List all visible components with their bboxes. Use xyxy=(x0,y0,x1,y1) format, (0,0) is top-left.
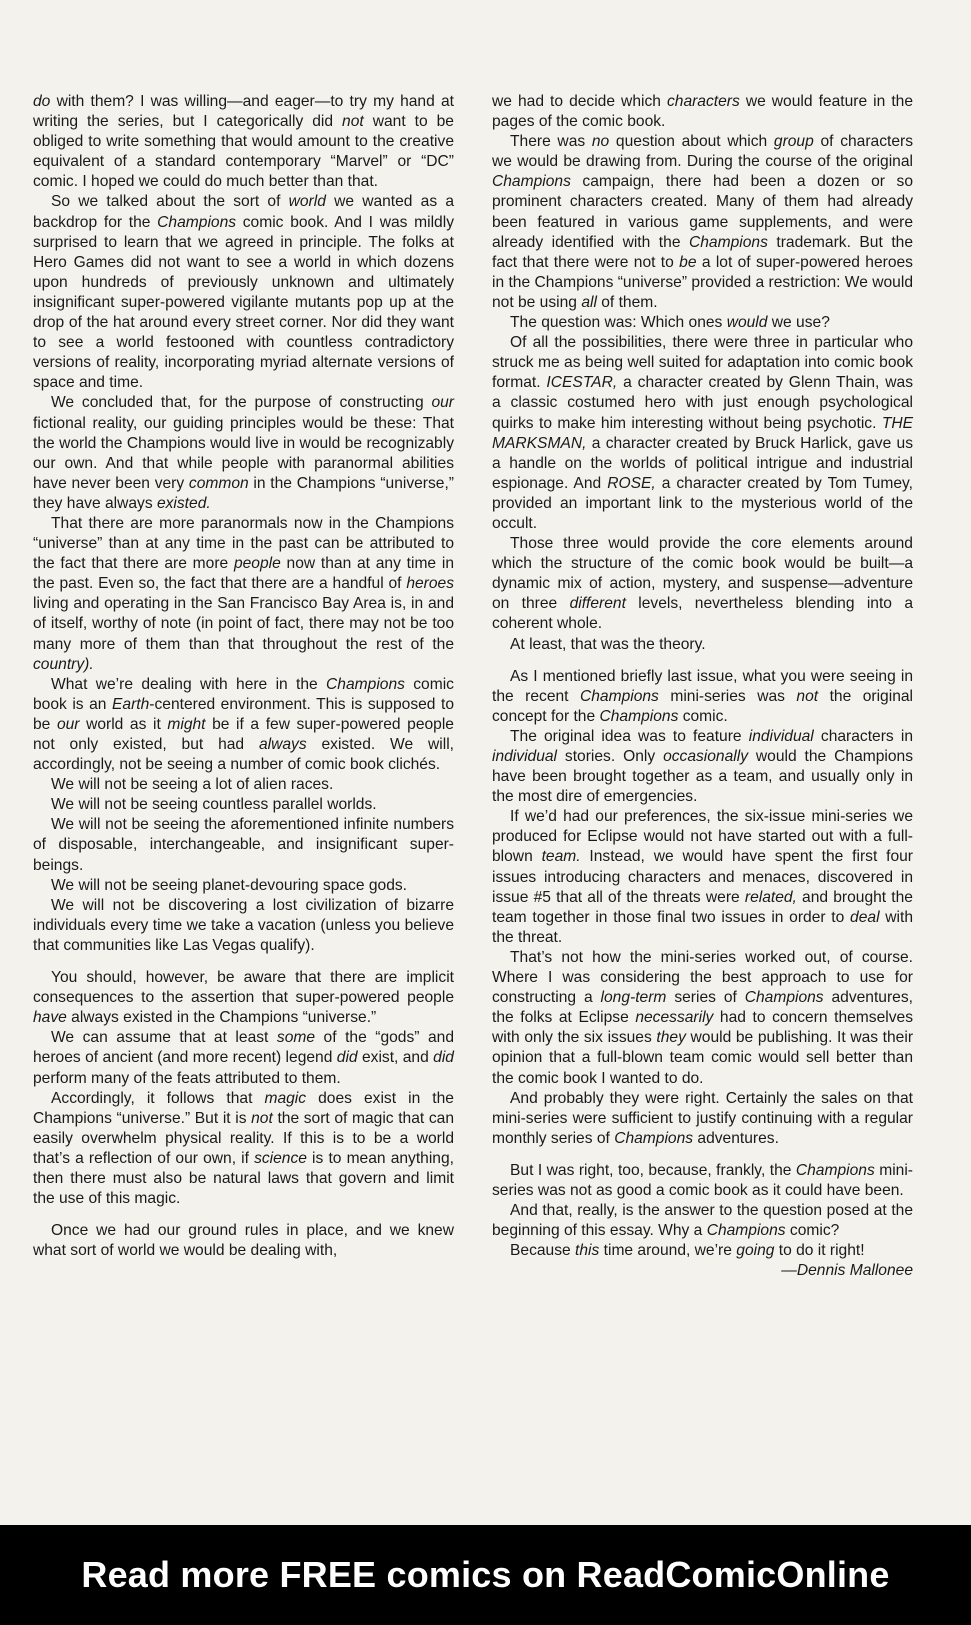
essay-paragraph xyxy=(492,1089,913,1149)
body-text: And probably they were right. Certainly the sales on that mini-series were sufficient to justify continuing with a regular monthly series of xyxy=(492,1089,913,1147)
emphasis-text: have xyxy=(33,1009,67,1027)
emphasis-text: would xyxy=(726,314,768,332)
body-text: The question was: Which ones xyxy=(510,314,727,332)
emphasis-text: our xyxy=(431,394,454,412)
body-text: a lot of super-powered heroes in the Champions “universe” provided a restriction: We would not be using xyxy=(492,253,913,311)
author-signature: —Dennis Mallonee xyxy=(781,1262,913,1280)
body-text: now than at any time in the past. Even so, the fact that there are a handful of xyxy=(33,555,454,593)
emphasis-text: science xyxy=(254,1149,307,1167)
body-text: We will not be seeing planet-devouring space gods. xyxy=(51,876,407,894)
body-text: we had to decide which xyxy=(492,93,667,110)
body-text: the original concept for the xyxy=(492,687,914,725)
emphasis-text: country). xyxy=(33,655,94,673)
body-text: The original idea was to feature xyxy=(510,727,749,745)
emphasis-text: did xyxy=(433,1049,454,1067)
body-text: is to mean anything, then there must also be natural laws that govern and limit the use of this magic. xyxy=(33,1149,454,1208)
emphasis-text: common xyxy=(188,474,249,492)
body-text: a character created by Bruck Harlick, gave us a handle on the worlds of political intrigue and industrial espionage. And xyxy=(492,434,913,492)
essay-paragraph xyxy=(492,948,913,1089)
emphasis-text: Champions xyxy=(795,1161,875,1179)
essay-paragraph xyxy=(33,876,454,896)
body-text: a character created by Glenn Thain, was a classic costumed hero with just enough psychological quirks to make him interesting without being psychotic. xyxy=(492,374,913,432)
body-text: we would feature in the pages of the comic book. xyxy=(492,93,914,131)
essay-paragraph xyxy=(33,775,454,795)
emphasis-text: characters xyxy=(666,93,740,110)
body-text: Those three would provide the core elements around which the structure of the comic book would be built—a dynamic mix of action, mystery, and suspense—adventure on three xyxy=(492,535,913,613)
essay-paragraph xyxy=(492,1201,913,1241)
emphasis-text: ICESTAR, xyxy=(546,374,618,392)
emphasis-text: all xyxy=(581,293,597,311)
body-text: we use? xyxy=(767,314,830,332)
emphasis-text: not xyxy=(796,687,819,705)
body-text: levels, nevertheless blending into a coherent whole. xyxy=(492,595,913,633)
body-text: You should, however, be aware that there are implicit consequences to the assertion that super-powered people xyxy=(33,969,454,1007)
body-text: Once we had our ground rules in place, and we knew what sort of world we would be dealing with, xyxy=(33,1222,454,1260)
body-text: exist, and xyxy=(357,1049,434,1067)
essay-paragraph xyxy=(492,92,913,132)
emphasis-text: deal xyxy=(850,908,880,926)
body-text: always existed in the Champions “universe.” xyxy=(66,1009,377,1027)
body-text: Because xyxy=(510,1242,576,1260)
body-text: perform many of the feats attributed to them. xyxy=(33,1069,341,1087)
emphasis-text: individual xyxy=(748,727,814,745)
body-text: world as it xyxy=(79,715,168,733)
body-text: question about which xyxy=(609,133,774,151)
emphasis-text: individual xyxy=(492,748,558,765)
body-text: and brought the team together in those final two issues in order to xyxy=(492,888,913,926)
emphasis-text: Earth xyxy=(112,695,150,713)
emphasis-text: they xyxy=(656,1029,686,1047)
body-text: series of xyxy=(666,989,745,1007)
emphasis-text: heroes xyxy=(406,575,454,593)
body-text: We concluded that, for the purpose of constructing xyxy=(51,394,432,412)
body-text: We will not be seeing countless parallel worlds. xyxy=(51,796,377,814)
essay-left-column xyxy=(33,92,454,1261)
body-text: Instead, we would have spent the first four issues introducing characters and menaces, discovered in issue #5 that all of the threats were xyxy=(492,848,913,906)
emphasis-text: people xyxy=(233,555,281,573)
body-text: We will not be seeing the aforementioned infinite numbers of disposable, interchangeable, and insignificant super-beings. xyxy=(33,816,454,874)
body-text: existed. We will, accordingly, not be seeing a number of comic book clichés. xyxy=(33,736,454,774)
essay-paragraph xyxy=(33,192,454,393)
body-text: with the threat. xyxy=(492,908,913,946)
emphasis-text: related, xyxy=(744,888,797,906)
essay-right-column xyxy=(492,92,913,1281)
body-text: want to be obliged to write something that would amount to the creative equivalent of a standard contemporary “Marvel” or “DC” comic. I hoped we could do much better than that. xyxy=(33,113,454,191)
essay-paragraph xyxy=(492,1241,913,1261)
body-text: Of all the possibilities, there were three in particular who struck me as being well suited for adaptation into comic book format. xyxy=(492,334,913,392)
body-text: mini-series was not as good a comic book as it could have been. xyxy=(492,1161,913,1199)
body-text: be if a few super-powered people not only existed, but had xyxy=(33,715,454,753)
body-text: characters in xyxy=(813,727,913,745)
body-text: in the Champions “universe,” they have always xyxy=(33,474,454,512)
essay-paragraph xyxy=(492,635,913,655)
body-text: campaign, there had been a dozen or so prominent characters created. Many of them had already been featured in various game supplements, and were already identified with the xyxy=(492,173,913,251)
body-text: We will not be discovering a lost civilization of bizarre individuals every time we take a vacation (unless you believe that communities like Las Vegas qualify). xyxy=(33,896,454,954)
emphasis-text: our xyxy=(56,715,80,733)
essay-paragraph xyxy=(33,896,454,956)
emphasis-text: not xyxy=(342,113,364,131)
body-text: the sort of magic that can easily overwhelm physical reality. If this is to be a world that’s a reflection of our own, if xyxy=(33,1109,454,1167)
emphasis-text: Champions xyxy=(492,173,571,191)
body-text: fictional reality, our guiding principles would be these: That the world the Champions would live in would be recognizably our own. And that while people with paranormal abilities have never been very xyxy=(33,414,454,492)
emphasis-text: Champions xyxy=(579,687,659,705)
body-text: That’s not how the mini-series worked out, of course. Where I was considering the best approach to use for constructing a xyxy=(492,948,913,1007)
emphasis-text: no xyxy=(591,133,610,151)
emphasis-text: some xyxy=(276,1029,316,1047)
emphasis-text: do xyxy=(33,93,51,110)
essay-paragraph xyxy=(492,727,913,807)
body-text: mini-series was xyxy=(658,687,797,705)
body-text: comic. xyxy=(678,707,728,725)
emphasis-text: THE MARKSMAN, xyxy=(492,414,913,452)
emphasis-text: different xyxy=(569,595,626,613)
body-text: So we talked about the sort of xyxy=(51,193,289,211)
body-text: -centered environment. This is supposed to be xyxy=(33,695,454,733)
body-text: As I mentioned briefly last issue, what you were seeing in the recent xyxy=(492,667,913,705)
emphasis-text: team. xyxy=(541,848,581,866)
body-text: would be publishing. It was their opinion that a full-blown team comic would sell better than the comic book I wanted to do. xyxy=(492,1029,914,1087)
body-text: Accordingly, it follows that xyxy=(51,1089,265,1107)
essay-paragraph xyxy=(492,807,913,948)
emphasis-text: might xyxy=(167,715,206,733)
body-text: of characters we would be drawing from. During the course of the original xyxy=(492,133,913,171)
body-text: we wanted as a backdrop for the xyxy=(33,193,454,231)
emphasis-text: occasionally xyxy=(663,748,749,765)
essay-paragraph xyxy=(33,1089,454,1210)
emphasis-text: Champions xyxy=(689,233,768,251)
body-text: time around, we’re xyxy=(599,1242,737,1260)
body-text: living and operating in the San Francisco Bay Area is, in and of itself, worthy of note (in point of fact, there may not be too many more of them than that throughout the rest of the xyxy=(33,595,454,653)
emphasis-text: necessarily xyxy=(635,1009,714,1027)
emphasis-text: magic xyxy=(264,1089,307,1107)
emphasis-text: Champions xyxy=(744,989,824,1007)
emphasis-text: world xyxy=(288,193,326,211)
body-text: to do it right! xyxy=(774,1242,865,1260)
body-text: stories. Only xyxy=(557,748,664,765)
promo-banner-text[interactable]: Read more FREE comics on ReadComicOnline xyxy=(81,1554,890,1595)
essay-paragraph xyxy=(33,1221,454,1261)
body-text: That there are more paranormals now in the Champions “universe” than at any time in the past can be attributed to the fact that there are more xyxy=(33,514,454,573)
essay-paragraph xyxy=(33,1028,454,1088)
body-text: comic? xyxy=(785,1222,840,1240)
emphasis-text: Champions xyxy=(326,675,405,693)
emphasis-text: long-term xyxy=(600,989,667,1007)
essay-paragraph xyxy=(33,675,454,775)
body-text: If we’d had our preferences, the six-issue mini-series we produced for Eclipse would not have started out with a full-blown xyxy=(492,808,913,866)
essay-paragraph xyxy=(33,514,454,675)
body-text: with them? I was willing—and eager—to try my hand at writing the series, but I categorically did xyxy=(33,93,454,131)
essay-paragraph xyxy=(33,968,454,1028)
emphasis-text: going xyxy=(736,1242,775,1260)
essay-paragraph xyxy=(492,667,913,727)
emphasis-text: ROSE, xyxy=(607,474,656,492)
body-text: of them. xyxy=(596,293,658,311)
body-text: adventures. xyxy=(693,1129,779,1147)
body-text: comic book. And I was mildly surprised to learn that we agreed in principle. The folks at Hero Games did not want to see a world in which dozens upon hundreds of previously unknown and ultimately insignificant super-powered vigilante mutants pop up at the drop of the hat around every street corner. Nor did they want to see a world festooned with countless contradictory versions of reality, incorporating myriad alternate versions of space and time. xyxy=(33,213,454,392)
essay-paragraph xyxy=(492,333,913,534)
essay-paragraph xyxy=(492,534,913,634)
essay-paragraph xyxy=(492,1161,913,1201)
promo-banner[interactable] xyxy=(0,1525,971,1625)
body-text: There was xyxy=(510,133,592,151)
body-text: comic book is an xyxy=(33,675,454,713)
body-text: We will not be seeing a lot of alien races. xyxy=(51,776,334,794)
essay-paragraph xyxy=(33,815,454,875)
emphasis-text: Champions xyxy=(599,707,679,725)
emphasis-text: this xyxy=(575,1242,600,1260)
body-text: At least, that was the theory. xyxy=(510,635,706,653)
emphasis-text: always xyxy=(258,736,307,753)
emphasis-text: existed. xyxy=(156,494,211,512)
emphasis-text: Champions xyxy=(706,1222,786,1240)
body-text: But I was right, too, because, frankly, the xyxy=(510,1161,796,1179)
emphasis-text: Champions xyxy=(157,213,237,231)
body-text: does exist in the Champions “universe.” But it is xyxy=(33,1089,454,1127)
essay-paragraph xyxy=(33,795,454,815)
body-text: had to concern themselves with only the six issues xyxy=(492,1009,913,1047)
emphasis-text: Champions xyxy=(614,1129,694,1147)
essay-paragraph xyxy=(492,132,913,313)
body-text: What we’re dealing with here in the xyxy=(51,675,327,693)
body-text: adventures, the folks at Eclipse xyxy=(492,989,913,1027)
emphasis-text: group xyxy=(773,133,814,151)
emphasis-text: did xyxy=(336,1049,358,1067)
body-text: We can assume that at least xyxy=(51,1029,277,1047)
essay-paragraph xyxy=(492,313,913,333)
body-text: of the “gods” and heroes of ancient (and more recent) legend xyxy=(33,1029,454,1067)
body-text: trademark. But the fact that there were not to xyxy=(492,233,913,271)
body-text: would the Champions have been brought together as a team, and usually only in the most dire of emergencies. xyxy=(492,748,914,806)
essay-paragraph xyxy=(33,393,454,514)
emphasis-text: not xyxy=(251,1109,273,1127)
body-text: And that, really, is the answer to the question posed at the beginning of this essay. Why a xyxy=(492,1202,913,1240)
essay-paragraph xyxy=(33,92,454,192)
emphasis-text: be xyxy=(679,253,697,271)
body-text: a character created by Tom Tumey, provided an important link to the mysterious world of the occult. xyxy=(492,474,913,532)
